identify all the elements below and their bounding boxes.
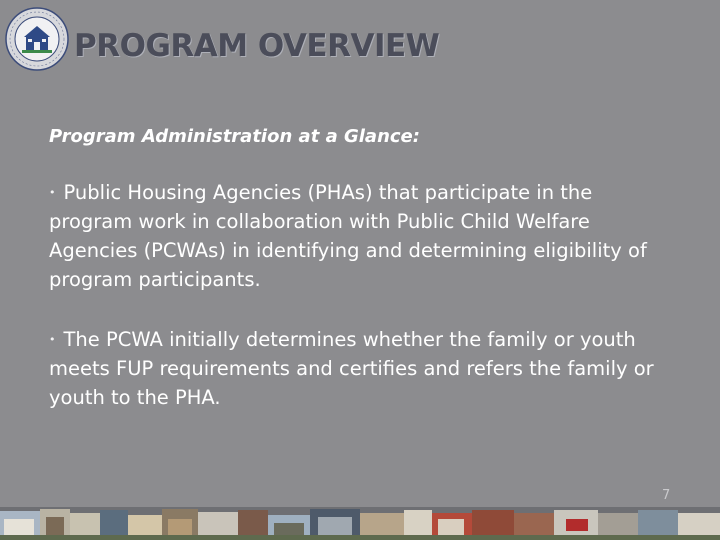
bullet-dot-icon: • bbox=[49, 186, 56, 199]
hud-seal-icon bbox=[4, 6, 70, 72]
bullet-item bbox=[49, 325, 669, 412]
page-number: 7 bbox=[662, 488, 671, 503]
housing-photo-strip bbox=[0, 507, 720, 540]
slide-title: PROGRAM OVERVIEW bbox=[74, 28, 440, 64]
bullet-dot-icon: • bbox=[49, 333, 56, 346]
bullet-text: Public Housing Agencies (PHAs) that participate in the program work in collaboration with Public Child Welfare Agencies (PCWAs) in identifying and determining eligibility of program participants. bbox=[49, 181, 647, 291]
bullet-item bbox=[49, 178, 669, 294]
bullet-text: The PCWA initially determines whether the family or youth meets FUP requirements and certifies and refers the family or youth to the PHA. bbox=[49, 328, 654, 409]
slide-subtitle: Program Administration at a Glance: bbox=[49, 126, 420, 147]
